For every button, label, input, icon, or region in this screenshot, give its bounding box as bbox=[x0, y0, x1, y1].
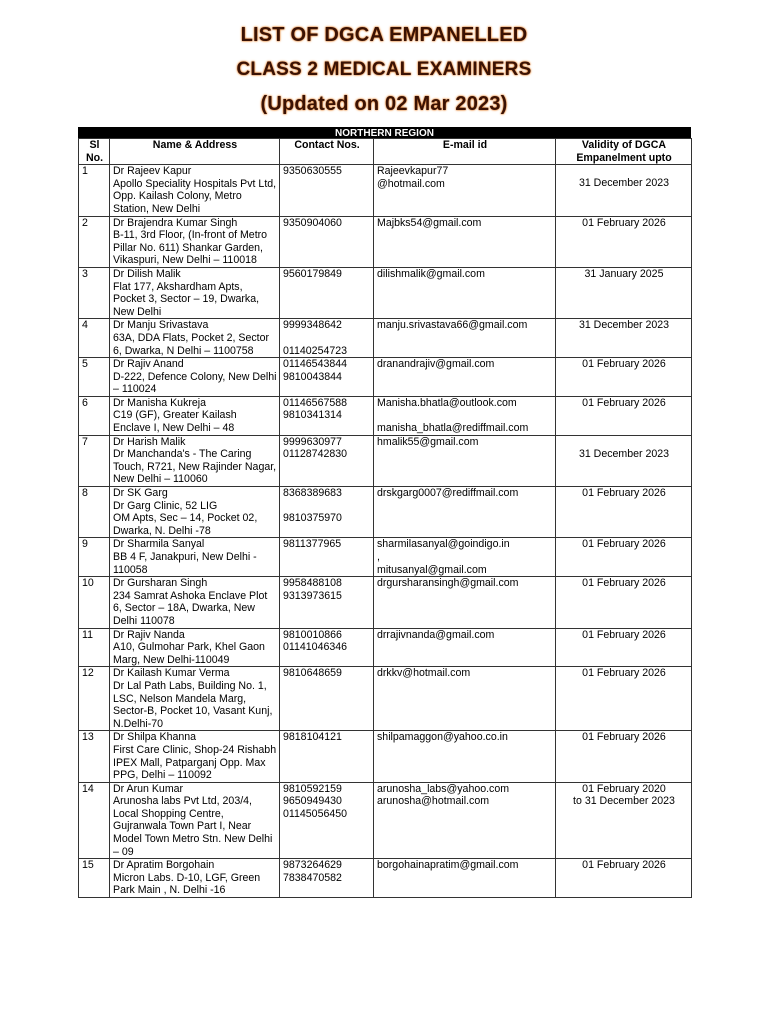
cell-sl: 11 bbox=[79, 628, 110, 667]
cell-email: borgohainapratim@gmail.com bbox=[374, 859, 556, 898]
cell-email: Rajeevkapur77 @hotmail.com bbox=[374, 165, 556, 216]
cell-sl: 14 bbox=[79, 782, 110, 859]
cell-name-address: Dr Dilish Malik Flat 177, Akshardham Apts, Pocket 3, Sector – 19, Dwarka, New Delhi bbox=[110, 267, 280, 318]
cell-contact: 9810592159 9650949430 01145056450 bbox=[280, 782, 374, 859]
cell-sl: 8 bbox=[79, 487, 110, 538]
cell-name-address: Dr Manju Srivastava 63A, DDA Flats, Pocket 2, Sector 6, Dwarka, N Delhi – 1100758 bbox=[110, 319, 280, 358]
cell-validity: 01 February 2026 bbox=[556, 216, 692, 267]
cell-contact: 9818104121 bbox=[280, 731, 374, 782]
cell-name-address: Dr Manisha Kukreja C19 (GF), Greater Kailash Enclave I, New Delhi – 48 bbox=[110, 396, 280, 435]
cell-validity: 01 February 2026 bbox=[556, 859, 692, 898]
cell-contact: 9560179849 bbox=[280, 267, 374, 318]
document-title-line-3: (Updated on 02 Mar 2023) bbox=[260, 93, 508, 115]
cell-sl: 12 bbox=[79, 667, 110, 731]
cell-name-address: Dr Rajeev Kapur Apollo Speciality Hospitals Pvt Ltd, Opp. Kailash Colony, Metro Station, New Delhi bbox=[110, 165, 280, 216]
cell-name-address: Dr Shilpa Khanna First Care Clinic, Shop-24 Rishabh IPEX Mall, Patparganj Opp. Max PPG, Delhi – 110092 bbox=[110, 731, 280, 782]
cell-sl: 1 bbox=[79, 165, 110, 216]
cell-name-address: Dr Gursharan Singh 234 Samrat Ashoka Enclave Plot 6, Sector – 18A, Dwarka, New Delhi 110078 bbox=[110, 577, 280, 628]
cell-contact: 01146543844 9810043844 bbox=[280, 358, 374, 397]
cell-validity: 01 February 2020 to 31 December 2023 bbox=[556, 782, 692, 859]
table-row bbox=[79, 731, 692, 782]
cell-validity: 31 December 2023 bbox=[556, 319, 692, 358]
cell-email: sharmilasanyal@goindigo.in , mitusanyal@gmail.com bbox=[374, 538, 556, 577]
column-header-email: E-mail id bbox=[374, 139, 556, 165]
cell-name-address: Dr Rajiv Anand D-222, Defence Colony, New Delhi – 110024 bbox=[110, 358, 280, 397]
cell-sl: 10 bbox=[79, 577, 110, 628]
column-header-sl: Sl No. bbox=[79, 139, 110, 165]
cell-validity: 01 February 2026 bbox=[556, 396, 692, 435]
cell-contact: 8368389683 9810375970 bbox=[280, 487, 374, 538]
cell-email: hmalik55@gmail.com bbox=[374, 435, 556, 486]
cell-sl: 4 bbox=[79, 319, 110, 358]
table-row bbox=[79, 358, 692, 397]
table-row bbox=[79, 396, 692, 435]
cell-contact: 9999630977 01128742830 bbox=[280, 435, 374, 486]
table-row bbox=[79, 538, 692, 577]
table-row bbox=[79, 435, 692, 486]
cell-contact: 9350904060 bbox=[280, 216, 374, 267]
cell-contact: 9999348642 01140254723 bbox=[280, 319, 374, 358]
region-header: NORTHERN REGION bbox=[78, 127, 691, 138]
cell-contact: 9810648659 bbox=[280, 667, 374, 731]
cell-contact: 9350630555 bbox=[280, 165, 374, 216]
cell-validity: 01 February 2026 bbox=[556, 487, 692, 538]
table-row bbox=[79, 267, 692, 318]
cell-email: shilpamaggon@yahoo.co.in bbox=[374, 731, 556, 782]
cell-contact: 01146567588 9810341314 bbox=[280, 396, 374, 435]
cell-validity: 31 January 2025 bbox=[556, 267, 692, 318]
cell-email: dranandrajiv@gmail.com bbox=[374, 358, 556, 397]
cell-validity: 01 February 2026 bbox=[556, 731, 692, 782]
table-header-row bbox=[79, 139, 692, 165]
table-row bbox=[79, 628, 692, 667]
cell-validity: 01 February 2026 bbox=[556, 577, 692, 628]
cell-email: drskgarg0007@rediffmail.com bbox=[374, 487, 556, 538]
column-header-name: Name & Address bbox=[110, 139, 280, 165]
table-row bbox=[79, 577, 692, 628]
cell-sl: 15 bbox=[79, 859, 110, 898]
column-header-contact: Contact Nos. bbox=[280, 139, 374, 165]
table-row bbox=[79, 165, 692, 216]
cell-contact: 9873264629 7838470582 bbox=[280, 859, 374, 898]
examiners-table bbox=[78, 138, 692, 898]
cell-sl: 5 bbox=[79, 358, 110, 397]
cell-sl: 2 bbox=[79, 216, 110, 267]
cell-sl: 9 bbox=[79, 538, 110, 577]
cell-validity: 01 February 2026 bbox=[556, 358, 692, 397]
cell-validity: 31 December 2023 bbox=[556, 165, 692, 216]
cell-validity: 01 February 2026 bbox=[556, 538, 692, 577]
cell-name-address: Dr Apratim Borgohain Micron Labs. D-10, LGF, Green Park Main , N. Delhi -16 bbox=[110, 859, 280, 898]
cell-name-address: Dr SK Garg Dr Garg Clinic, 52 LIG OM Apts, Sec – 14, Pocket 02, Dwarka, N. Delhi -78 bbox=[110, 487, 280, 538]
cell-sl: 13 bbox=[79, 731, 110, 782]
cell-email: drgursharansingh@gmail.com bbox=[374, 577, 556, 628]
document-title-line-1: LIST OF DGCA EMPANELLED bbox=[240, 24, 528, 46]
cell-email: Manisha.bhatla@outlook.com manisha_bhatla@rediffmail.com bbox=[374, 396, 556, 435]
table-row bbox=[79, 859, 692, 898]
table-row bbox=[79, 216, 692, 267]
cell-validity: 31 December 2023 bbox=[556, 435, 692, 486]
cell-email: manju.srivastava66@gmail.com bbox=[374, 319, 556, 358]
cell-name-address: Dr Harish Malik Dr Manchanda's - The Caring Touch, R721, New Rajinder Nagar, New Delhi – 110060 bbox=[110, 435, 280, 486]
examiners-table-container bbox=[78, 127, 691, 898]
cell-contact: 9810010866 01141046346 bbox=[280, 628, 374, 667]
cell-email: dilishmalik@gmail.com bbox=[374, 267, 556, 318]
table-row bbox=[79, 667, 692, 731]
table-row bbox=[79, 319, 692, 358]
cell-email: drkkv@hotmail.com bbox=[374, 667, 556, 731]
cell-sl: 7 bbox=[79, 435, 110, 486]
cell-email: drrajivnanda@gmail.com bbox=[374, 628, 556, 667]
cell-validity: 01 February 2026 bbox=[556, 667, 692, 731]
table-row bbox=[79, 782, 692, 859]
table-row bbox=[79, 487, 692, 538]
cell-validity: 01 February 2026 bbox=[556, 628, 692, 667]
column-header-validity: Validity of DGCA Empanelment upto bbox=[556, 139, 692, 165]
cell-name-address: Dr Sharmila Sanyal BB 4 F, Janakpuri, New Delhi - 110058 bbox=[110, 538, 280, 577]
cell-name-address: Dr Brajendra Kumar Singh B-11, 3rd Floor, (In-front of Metro Pillar No. 611) Shankar Garden, Vikaspuri, New Delhi – 110018 bbox=[110, 216, 280, 267]
cell-contact: 9958488108 9313973615 bbox=[280, 577, 374, 628]
cell-name-address: Dr Rajiv Nanda A10, Gulmohar Park, Khel Gaon Marg, New Delhi-110049 bbox=[110, 628, 280, 667]
cell-name-address: Dr Arun Kumar Arunosha labs Pvt Ltd, 203/4, Local Shopping Centre, Gujranwala Town Part I, Near Model Town Metro Stn. New Delhi – 09 bbox=[110, 782, 280, 859]
cell-email: Majbks54@gmail.com bbox=[374, 216, 556, 267]
cell-sl: 3 bbox=[79, 267, 110, 318]
document-title-line-2: CLASS 2 MEDICAL EXAMINERS bbox=[236, 59, 532, 80]
cell-contact: 9811377965 bbox=[280, 538, 374, 577]
cell-sl: 6 bbox=[79, 396, 110, 435]
cell-name-address: Dr Kailash Kumar Verma Dr Lal Path Labs, Building No. 1, LSC, Nelson Mandela Marg, Sector-B, Pocket 10, Vasant Kunj, N.Delhi-70 bbox=[110, 667, 280, 731]
cell-email: arunosha_labs@yahoo.com arunosha@hotmail.com bbox=[374, 782, 556, 859]
